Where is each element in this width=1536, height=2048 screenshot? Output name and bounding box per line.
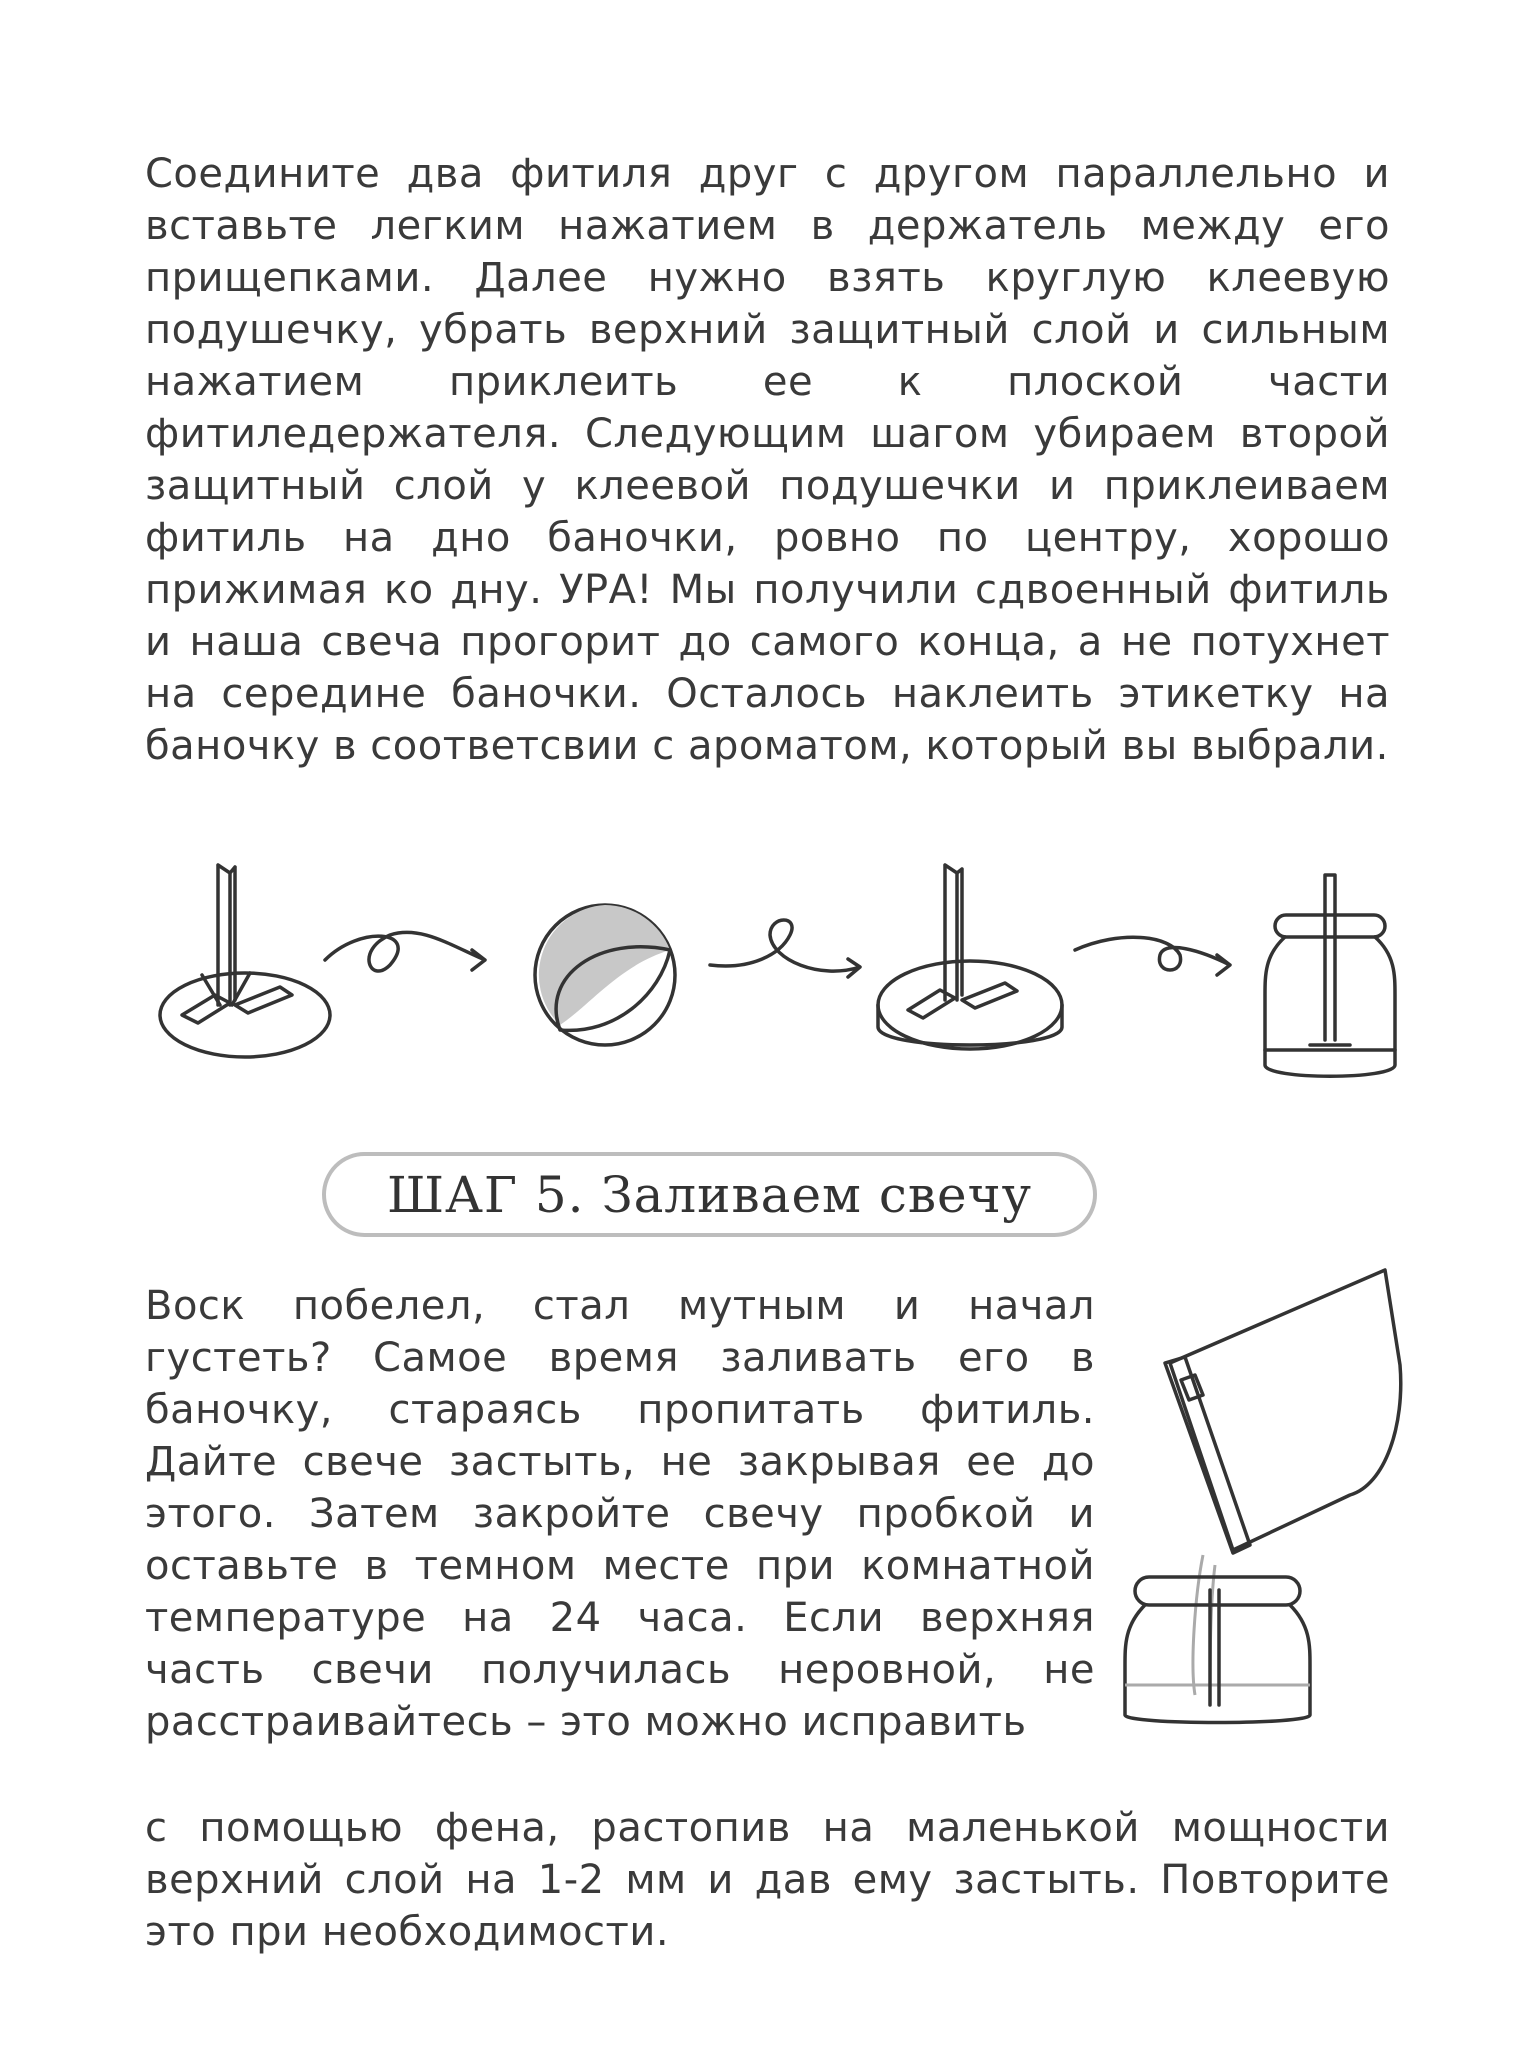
arrow-icon	[710, 920, 860, 977]
wick-assembly-diagram	[140, 855, 1410, 1100]
jar-with-wick-icon	[1265, 875, 1395, 1076]
step5-heading-text: ШАГ 5. Заливаем свечу	[386, 1165, 1033, 1224]
adhesive-pad-icon	[535, 905, 675, 1045]
step4-paragraph: Соедините два фитиля друг с другом параллельно и вставьте легким нажатием в держатель между его прищепками. Далее нужно взять круглую клеевую подушечку, убрать верхний защитный слой и сильным нажатием приклеить ее к плоской части фитиледержателя. Следующим шагом убираем второй защитный слой у клеевой подушечки и приклеиваем фитиль на дно баночки, ровно по центру, хорошо прижимая ко дну. УРА! Мы получили сдвоенный фитиль и наша свеча прогорит до самого конца, а не потухнет на середине баночки. Осталось наклеить этикетку на баночку в соответсвии с ароматом, который вы выбрали.	[145, 151, 1390, 769]
step5-heading	[322, 1152, 1097, 1237]
step5-paragraph-side: Воск побелел, стал мутным и начал густеть? Самое время заливать его в баночку, стараясь пропитать фитиль. Дайте свече застыть, не закрывая ее до этого. Затем закройте свечу пробкой и оставьте в темном месте при комнатной температуре на 24 часа. Если верхняя часть свечи получилась неровной, не расстраивайтесь – это можно исправить	[145, 1283, 1095, 1745]
step5-paragraph-full: с помощью фена, растопив на маленькой мощности верхний слой на 1-2 мм и дав ему застыть. Повторите это при необходимости.	[145, 1805, 1390, 1955]
pouring-wax-icon	[1115, 1265, 1415, 1725]
arrow-icon	[1075, 937, 1230, 975]
wick-on-pad-icon	[878, 865, 1062, 1049]
arrow-icon	[325, 932, 485, 971]
wick-holder-icon	[160, 865, 330, 1057]
